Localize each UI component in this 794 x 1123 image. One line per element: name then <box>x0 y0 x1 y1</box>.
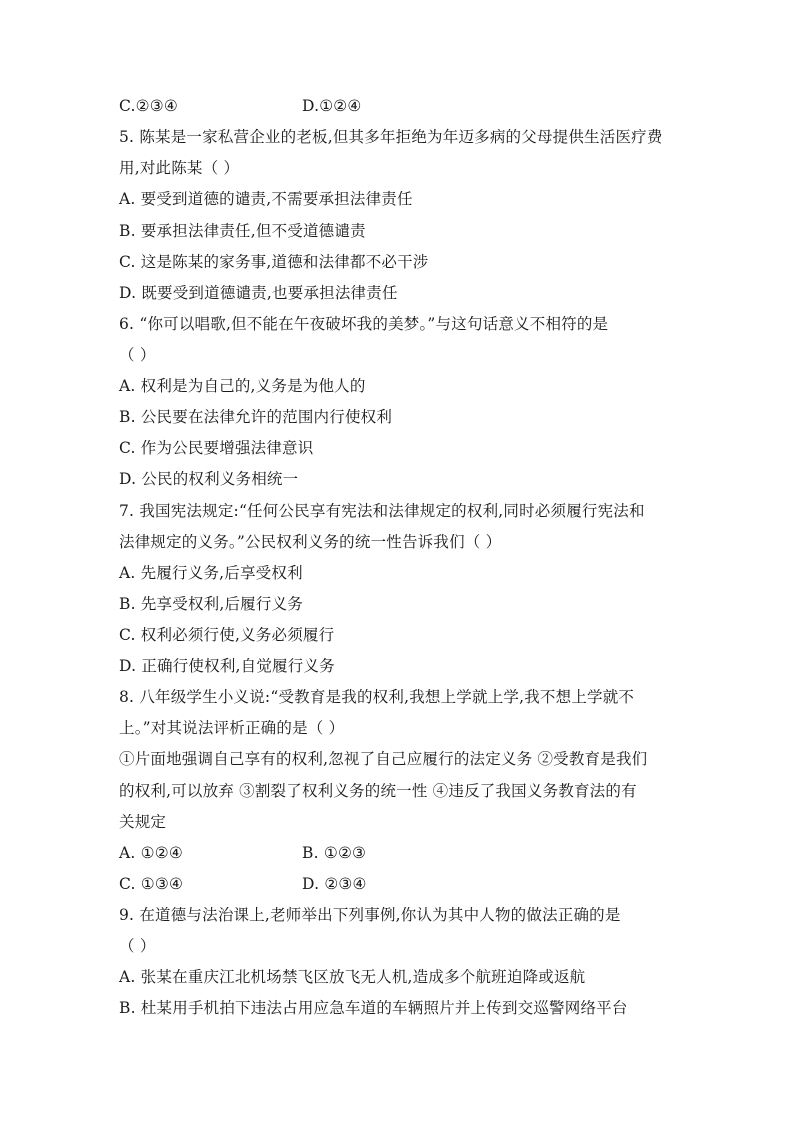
question-6-option-d: D. 公民的权利义务相统一 <box>119 470 299 488</box>
question-8-statements-end: 关规定 <box>119 813 167 831</box>
question-8-option-d: D. ②③④ <box>302 875 367 893</box>
question-8-option-a: A. ①②④ <box>119 844 183 862</box>
question-8-options-c-d <box>119 874 679 894</box>
question-9-option-b: B. 杜某用手机拍下违法占用应急车道的车辆照片并上传到交巡警网络平台 <box>119 999 628 1017</box>
question-8-statements-cont: 的权利,可以放弃 ③割裂了权利义务的统一性 ④违反了我国义务教育法的有 <box>119 782 637 800</box>
question-8-statements: ①片面地强调自己享有的权利,忽视了自己应履行的法定义务 ②受教育是我们 <box>119 750 648 768</box>
question-5-option-c: C. 这是陈某的家务事,道德和法律都不必干涉 <box>119 253 429 271</box>
question-5-stem: 5. 陈某是一家私营企业的老板,但其多年拒绝为年迈多病的父母提供生活医疗费 <box>119 128 663 146</box>
question-8-option-c: C. ①③④ <box>119 875 184 893</box>
question-5-option-a: A. 要受到道德的谴责,不需要承担法律责任 <box>119 190 413 208</box>
question-5-stem-cont: 用,对此陈某（ ） <box>119 159 240 177</box>
question-8-stem: 8. 八年级学生小义说:“受教育是我的权利,我想上学就上学,我不想上学就不 <box>119 688 635 706</box>
question-6-stem: 6. “你可以唱歌,但不能在午夜破坏我的美梦。”与这句话意义不相符的是 <box>119 315 609 333</box>
question-6-stem-cont: （ ） <box>119 346 156 364</box>
question-9-stem: 9. 在道德与法治课上,老师举出下列事例,你认为其中人物的做法正确的是 <box>119 906 621 924</box>
question-7-stem: 7. 我国宪法规定:“任何公民享有宪法和法律规定的权利,同时必须履行宪法和 <box>119 502 645 520</box>
options-row-c-d-q4 <box>119 96 679 116</box>
question-6-option-b: B. 公民要在法律允许的范围内行使权利 <box>119 408 393 426</box>
question-5-option-b: B. 要承担法律责任,但不受道德谴责 <box>119 222 366 240</box>
question-7-option-c: C. 权利必须行使,义务必须履行 <box>119 626 335 644</box>
option-d: D.①②④ <box>302 97 362 115</box>
question-6-option-c: C. 作为公民要增强法律意识 <box>119 439 314 457</box>
question-7-option-b: B. 先享受权利,后履行义务 <box>119 595 303 613</box>
question-8-stem-cont: 上。”对其说法评析正确的是（ ） <box>119 719 345 737</box>
question-9-stem-cont: （ ） <box>119 937 156 955</box>
question-9-option-a: A. 张某在重庆江北机场禁飞区放飞无人机,造成多个航班迫降或返航 <box>119 968 586 986</box>
question-7-option-d: D. 正确行使权利,自觉履行义务 <box>119 657 335 675</box>
question-5-option-d: D. 既要受到道德谴责,也要承担法律责任 <box>119 284 398 302</box>
option-c: C.②③④ <box>119 97 178 115</box>
question-6-option-a: A. 权利是为自己的,义务是为他人的 <box>119 377 366 395</box>
question-7-option-a: A. 先履行义务,后享受权利 <box>119 564 303 582</box>
question-7-stem-cont: 法律规定的义务。”公民权利义务的统一性告诉我们（ ） <box>119 533 502 551</box>
question-8-option-b: B. ①②③ <box>302 844 367 862</box>
question-8-options-a-b <box>119 843 679 863</box>
